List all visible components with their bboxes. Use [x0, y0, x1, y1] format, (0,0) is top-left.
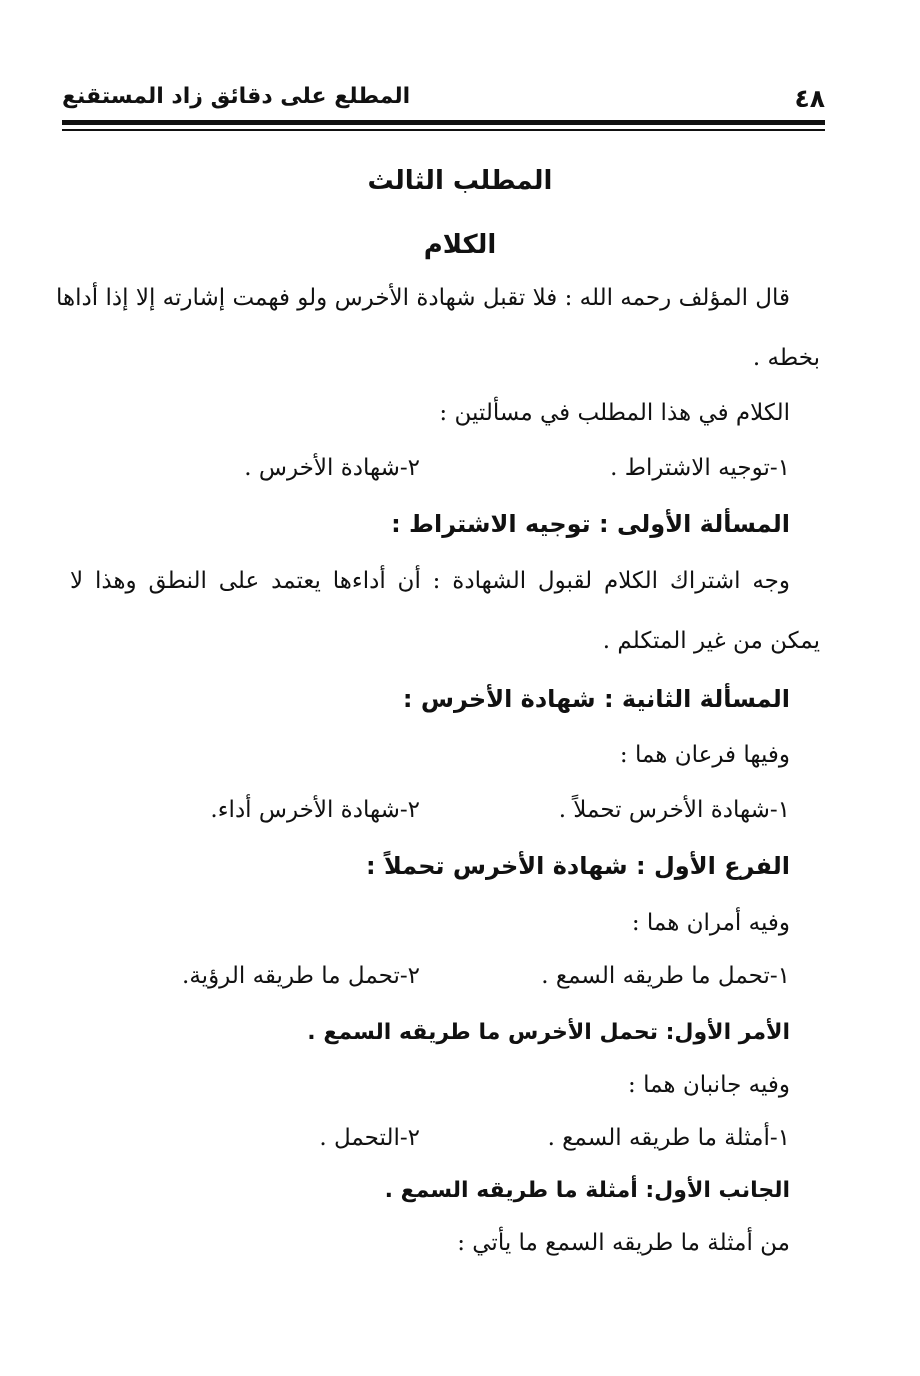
quote-line-1: قال المؤلف رحمه الله : فلا تقبل شهادة الأخرس ولو فهمت إشارته إلا إذا أداها: [56, 285, 790, 311]
matter1-heading: الأمر الأول: تحمل الأخرس ما طريقه السمع .: [307, 1020, 790, 1045]
list1-item-1: ١-توجيه الاشتراط .: [610, 455, 790, 481]
aspect1-intro: من أمثلة ما طريقه السمع ما يأتي :: [457, 1230, 790, 1256]
quote-line-2: بخطه .: [752, 345, 820, 371]
question1-line-1: وجه اشتراك الكلام لقبول الشهادة : أن أداءها يعتمد على النطق وهذا لا: [70, 568, 790, 594]
list1-item-2: ٢-شهادة الأخرس .: [244, 455, 420, 481]
aspect1-heading: الجانب الأول: أمثلة ما طريقه السمع .: [384, 1178, 790, 1203]
list2-item-2: ٢-شهادة الأخرس أداء.: [210, 797, 420, 823]
intro-text: الكلام في هذا المطلب في مسألتين :: [439, 400, 790, 426]
section-title: المطلب الثالث: [367, 166, 553, 196]
branch1-intro: وفيه أمران هما :: [631, 910, 790, 936]
section-subtitle: الكلام: [423, 230, 497, 260]
header-rule-thick: [62, 120, 825, 125]
list4-item-1: ١-أمثلة ما طريقه السمع .: [547, 1125, 790, 1151]
list3-item-2: ٢-تحمل ما طريقه الرؤية.: [182, 963, 420, 989]
question2-intro: وفيها فرعان هما :: [619, 742, 790, 768]
header-rule-thin: [62, 129, 825, 131]
list3-item-1: ١-تحمل ما طريقه السمع .: [541, 963, 790, 989]
branch1-heading: الفرع الأول : شهادة الأخرس تحملاً :: [365, 852, 790, 880]
question1-line-2: يمكن من غير المتكلم .: [602, 628, 820, 654]
matter1-intro: وفيه جانبان هما :: [628, 1072, 790, 1098]
running-header: [62, 78, 825, 118]
list4-item-2: ٢-التحمل .: [319, 1125, 420, 1151]
book-title: المطلع على دقائق زاد المستقنع: [62, 84, 411, 109]
page-number: ٤٨: [794, 84, 825, 113]
question2-heading: المسألة الثانية : شهادة الأخرس :: [402, 685, 790, 713]
question1-heading: المسألة الأولى : توجيه الاشتراط :: [391, 510, 790, 538]
list2-item-1: ١-شهادة الأخرس تحملاً .: [558, 797, 790, 823]
